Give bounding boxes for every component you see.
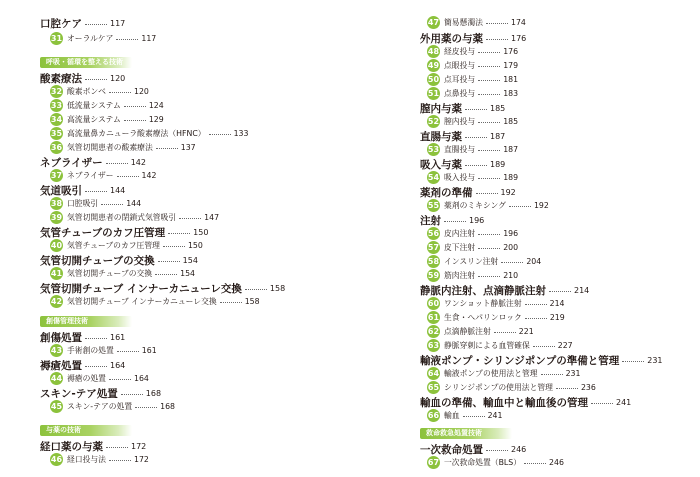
page-number: 161	[110, 333, 126, 342]
toc-item-entry[interactable]	[427, 339, 573, 352]
dot-leader	[463, 416, 485, 417]
item-number-badge: 58	[427, 257, 440, 266]
entry-title: 気管切開チューブの交換	[67, 269, 153, 278]
dot-leader	[106, 447, 128, 448]
dot-leader	[156, 148, 178, 149]
toc-chapter-entry[interactable]	[40, 281, 285, 296]
toc-item-entry[interactable]	[427, 143, 518, 156]
item-number-badge: 50	[427, 75, 440, 84]
entry-title: 気管切開患者の閉鎖式気管吸引	[67, 213, 177, 222]
toc-chapter-entry[interactable]	[40, 439, 146, 454]
entry-title: 経口投与法	[67, 455, 106, 464]
entry-title: インスリン注射	[444, 257, 499, 266]
page-number: 144	[110, 186, 126, 195]
toc-item-entry[interactable]	[427, 311, 565, 324]
entry-title: 酸素ボンベ	[67, 87, 106, 96]
entry-title: 静脈穿刺による血管確保	[444, 341, 530, 350]
dot-leader	[524, 463, 546, 464]
entry-title: 薬剤の準備	[420, 187, 473, 199]
dot-leader	[533, 346, 555, 347]
toc-chapter-entry[interactable]	[40, 71, 125, 86]
item-number-badge: 49	[427, 61, 440, 70]
toc-item-entry[interactable]	[427, 115, 518, 128]
page-number: 133	[233, 129, 249, 138]
dot-leader	[478, 248, 500, 249]
item-number-badge: 43	[50, 346, 63, 355]
dot-leader	[478, 276, 500, 277]
page-number: 241	[616, 398, 632, 407]
entry-title: 高流量鼻カニューラ酸素療法（HFNC）	[67, 129, 206, 138]
entry-title: 注射	[420, 215, 441, 227]
toc-item-entry[interactable]	[50, 267, 195, 280]
entry-title: 輸液ポンプの使用法と管理	[444, 369, 538, 378]
item-number-badge: 34	[50, 115, 63, 124]
page-number: 158	[244, 297, 260, 306]
dot-leader	[478, 94, 500, 95]
page-number: 154	[182, 256, 198, 265]
item-number-badge: 36	[50, 143, 63, 152]
dot-leader	[478, 66, 500, 67]
entry-title: 気道吸引	[40, 185, 82, 197]
entry-title: 生食・ヘパリンロック	[444, 313, 522, 322]
toc-item-entry[interactable]	[427, 199, 549, 212]
dot-leader	[622, 361, 644, 362]
item-number-badge: 40	[50, 241, 63, 250]
entry-title: 膣内与薬	[420, 103, 462, 115]
item-number-badge: 67	[427, 458, 440, 467]
item-number-badge: 46	[50, 455, 63, 464]
toc-chapter-entry[interactable]	[420, 185, 516, 200]
toc-item-entry[interactable]	[427, 297, 565, 310]
page-number: 179	[503, 61, 519, 70]
dot-leader	[549, 291, 571, 292]
dot-leader	[117, 351, 139, 352]
page-number: 168	[145, 389, 162, 398]
toc-item-entry[interactable]	[427, 16, 526, 29]
section-heading: 与薬の技術	[40, 425, 132, 436]
toc-item-entry[interactable]	[50, 239, 203, 252]
toc-item-entry[interactable]	[427, 45, 518, 58]
toc-item-entry[interactable]	[427, 171, 518, 184]
dot-leader	[486, 23, 508, 24]
toc-chapter-entry[interactable]	[420, 101, 505, 116]
page-number: 144	[126, 199, 142, 208]
dot-leader	[465, 109, 487, 110]
dot-leader	[109, 460, 131, 461]
toc-chapter-entry[interactable]	[420, 283, 589, 298]
toc-chapter-entry[interactable]	[420, 442, 526, 457]
item-number-badge: 31	[50, 34, 63, 43]
page-number: 231	[565, 369, 581, 378]
item-number-badge: 44	[50, 374, 63, 383]
toc-chapter-entry[interactable]	[420, 213, 484, 228]
entry-title: ネブライザー	[67, 171, 114, 180]
dot-leader	[124, 120, 146, 121]
entry-title: 吸入与薬	[420, 159, 462, 171]
dot-leader	[465, 165, 487, 166]
page-number: 120	[110, 74, 126, 83]
entry-title: 気管切開チューブ インナーカニューレ交換	[67, 297, 217, 306]
entry-title: 外用薬の与薬	[420, 33, 483, 45]
page-number: 192	[500, 188, 516, 197]
page-number: 150	[187, 241, 203, 250]
entry-title: 輸血	[444, 411, 460, 420]
page-number: 164	[110, 361, 126, 370]
dot-leader	[163, 246, 185, 247]
toc-item-entry[interactable]	[50, 169, 156, 182]
toc-item-entry[interactable]	[427, 269, 518, 282]
dot-leader	[478, 80, 500, 81]
page-number: 241	[487, 411, 503, 420]
dot-leader	[509, 206, 531, 207]
entry-title: 経口薬の与薬	[40, 441, 103, 453]
page-number: 142	[141, 171, 157, 180]
entry-title: 膣内投与	[444, 117, 476, 126]
entry-title: 皮内注射	[444, 229, 476, 238]
page-number: 185	[490, 104, 506, 113]
toc-item-entry[interactable]	[50, 453, 149, 466]
toc-chapter-entry[interactable]	[40, 183, 125, 198]
item-number-badge: 35	[50, 129, 63, 138]
entry-title: 静脈内注射、点滴静脈注射	[420, 285, 546, 297]
entry-title: 点滴静脈注射	[444, 327, 491, 336]
page-number: 172	[133, 455, 149, 464]
entry-title: 筋肉注射	[444, 271, 476, 280]
page-number: 204	[526, 257, 542, 266]
page-number: 231	[647, 356, 663, 365]
entry-title: スキン-テア処置	[40, 388, 118, 400]
dot-leader	[85, 366, 107, 367]
page-number: 187	[503, 145, 519, 154]
page-number: 214	[574, 286, 590, 295]
page-number: 214	[549, 299, 565, 308]
dot-leader	[478, 122, 500, 123]
page-number: 147	[204, 213, 220, 222]
page-number: 137	[180, 143, 196, 152]
entry-title: 口腔吸引	[67, 199, 99, 208]
dot-leader	[478, 234, 500, 235]
toc-item-entry[interactable]	[427, 255, 541, 268]
item-number-badge: 38	[50, 199, 63, 208]
page-number: 200	[503, 243, 519, 252]
toc-item-entry[interactable]	[50, 197, 141, 210]
item-number-badge: 61	[427, 313, 440, 322]
item-number-badge: 37	[50, 171, 63, 180]
dot-leader	[168, 233, 190, 234]
page-number: 246	[549, 458, 564, 467]
page-number: 124	[148, 101, 164, 110]
dot-leader	[541, 374, 563, 375]
page-number: 189	[490, 160, 506, 169]
item-number-badge: 54	[427, 173, 440, 182]
item-number-badge: 51	[427, 89, 440, 98]
entry-title: 褥瘡処置	[40, 360, 82, 372]
dot-leader	[101, 204, 123, 205]
item-number-badge: 65	[427, 383, 440, 392]
toc-item-entry[interactable]	[427, 367, 580, 380]
entry-title: 経皮投与	[444, 47, 476, 56]
toc-chapter-entry[interactable]	[40, 155, 146, 170]
entry-title: 吸入投与	[444, 173, 476, 182]
item-number-badge: 64	[427, 369, 440, 378]
dot-leader	[245, 289, 267, 290]
page-number: 236	[580, 383, 596, 392]
dot-leader	[209, 134, 231, 135]
dot-leader	[155, 274, 177, 275]
toc-item-entry[interactable]	[427, 456, 564, 469]
entry-title: 簡易懸濁法	[444, 18, 483, 27]
entry-title: 点耳投与	[444, 75, 476, 84]
entry-title: 酸素療法	[40, 73, 82, 85]
item-number-badge: 41	[50, 269, 63, 278]
section-heading: 創傷管理技術	[40, 316, 132, 327]
entry-title: 点眼投与	[444, 61, 476, 70]
dot-leader	[220, 302, 242, 303]
item-number-badge: 56	[427, 229, 440, 238]
page-number: 221	[518, 327, 534, 336]
entry-title: スキン-テアの処置	[67, 402, 133, 411]
toc-item-entry[interactable]	[50, 127, 248, 140]
toc-item-entry[interactable]	[427, 241, 518, 254]
item-number-badge: 45	[50, 402, 63, 411]
page-number: 192	[533, 201, 549, 210]
item-number-badge: 66	[427, 411, 440, 420]
dot-leader	[478, 52, 500, 53]
dot-leader	[117, 176, 139, 177]
dot-leader	[591, 403, 613, 404]
dot-leader	[106, 163, 128, 164]
dot-leader	[135, 407, 157, 408]
dot-leader	[116, 39, 138, 40]
dot-leader	[556, 388, 578, 389]
dot-leader	[478, 150, 500, 151]
page-number: 129	[148, 115, 164, 124]
toc-chapter-entry[interactable]	[40, 330, 125, 345]
entry-title: 皮下注射	[444, 243, 476, 252]
entry-title: 褥瘡の処置	[67, 374, 106, 383]
page-number: 176	[503, 47, 519, 56]
entry-title: 一次救命処置（BLS）	[444, 458, 522, 467]
toc-item-entry[interactable]	[427, 59, 518, 72]
item-number-badge: 48	[427, 47, 440, 56]
toc-item-entry[interactable]	[50, 344, 157, 357]
page-number: 142	[130, 158, 146, 167]
item-number-badge: 42	[50, 297, 63, 306]
toc-chapter-entry[interactable]	[420, 31, 526, 46]
right-page	[350, 0, 700, 477]
toc-item-entry[interactable]	[50, 141, 196, 154]
dot-leader	[525, 304, 547, 305]
page-number: 189	[503, 173, 519, 182]
dot-leader	[501, 262, 523, 263]
dot-leader	[486, 39, 508, 40]
entry-title: オーラルケア	[67, 34, 114, 43]
dot-leader	[109, 92, 131, 93]
dot-leader	[444, 221, 466, 222]
dot-leader	[478, 178, 500, 179]
entry-title: 一次救命処置	[420, 444, 483, 456]
page-number: 158	[269, 284, 286, 293]
entry-title: ネブライザー	[40, 157, 103, 169]
page-number: 183	[503, 89, 519, 98]
page-number: 168	[160, 402, 176, 411]
entry-title: 直腸与薬	[420, 131, 462, 143]
entry-title: 口腔ケア	[40, 18, 82, 30]
page-number: 246	[511, 445, 527, 454]
entry-title: 気管切開患者の酸素療法	[67, 143, 153, 152]
toc-item-entry[interactable]	[50, 85, 149, 98]
dot-leader	[179, 218, 201, 219]
toc-item-entry[interactable]	[427, 325, 534, 338]
dot-leader	[121, 394, 143, 395]
entry-title: 気管チューブのカフ圧管理	[67, 241, 160, 250]
page-number: 120	[133, 87, 149, 96]
item-number-badge: 32	[50, 87, 63, 96]
page-number: 219	[549, 313, 565, 322]
section-heading: 救命救急処置技術	[420, 428, 512, 439]
entry-title: 気管切開チューブの交換	[40, 255, 155, 267]
toc-item-entry[interactable]	[50, 211, 219, 224]
item-number-badge: 62	[427, 327, 440, 336]
page-number: 185	[503, 117, 519, 126]
page-number: 174	[510, 18, 526, 27]
dot-leader	[465, 137, 487, 138]
entry-title: 気管チューブのカフ圧管理	[40, 227, 166, 239]
toc-chapter-entry[interactable]	[420, 129, 505, 144]
item-number-badge: 60	[427, 299, 440, 308]
entry-title: 輸液ポンプ・シリンジポンプの準備と管理	[420, 355, 620, 367]
toc-item-entry[interactable]	[50, 99, 164, 112]
toc-chapter-entry[interactable]	[420, 353, 663, 368]
dot-leader	[486, 450, 508, 451]
item-number-badge: 33	[50, 101, 63, 110]
toc-item-entry[interactable]	[50, 400, 175, 413]
page-number: 196	[503, 229, 519, 238]
entry-title: 点鼻投与	[444, 89, 476, 98]
toc-item-entry[interactable]	[427, 87, 518, 100]
item-number-badge: 47	[427, 18, 440, 27]
toc-chapter-entry[interactable]	[40, 386, 161, 401]
page-number: 172	[131, 442, 147, 451]
item-number-badge: 39	[50, 213, 63, 222]
entry-title: 手術創の処置	[67, 346, 114, 355]
item-number-badge: 55	[427, 201, 440, 210]
page-number: 154	[180, 269, 196, 278]
page-number: 117	[110, 19, 126, 28]
entry-title: シリンジポンプの使用法と管理	[444, 383, 553, 392]
page-number: 181	[503, 75, 519, 84]
toc-item-entry[interactable]	[427, 73, 518, 86]
page-number: 227	[557, 341, 573, 350]
toc-item-entry[interactable]	[50, 113, 164, 126]
entry-title: 気管切開チューブ インナーカニューレ交換	[40, 283, 242, 295]
item-number-badge: 53	[427, 145, 440, 154]
toc-item-entry[interactable]	[427, 227, 518, 240]
toc-item-entry[interactable]	[50, 372, 149, 385]
dot-leader	[494, 332, 516, 333]
toc-chapter-entry[interactable]	[40, 225, 208, 240]
page-number: 210	[503, 271, 519, 280]
dot-leader	[158, 261, 180, 262]
dot-leader	[85, 24, 107, 25]
item-number-badge: 59	[427, 271, 440, 280]
toc-item-entry[interactable]	[50, 32, 156, 45]
page-number: 150	[193, 228, 209, 237]
toc-chapter-entry[interactable]	[40, 253, 198, 268]
page-number: 164	[133, 374, 149, 383]
entry-title: 低流量システム	[67, 101, 121, 110]
dot-leader	[124, 106, 146, 107]
toc-item-entry[interactable]	[427, 381, 596, 394]
dot-leader	[85, 191, 107, 192]
section-heading: 呼吸・循環を整える技術	[40, 57, 132, 68]
entry-title: ワンショット静脈注射	[444, 299, 522, 308]
toc-chapter-entry[interactable]	[420, 395, 631, 410]
dot-leader	[109, 379, 131, 380]
toc-chapter-entry[interactable]	[40, 358, 125, 373]
item-number-badge: 57	[427, 243, 440, 252]
toc-chapter-entry[interactable]	[420, 157, 505, 172]
toc-item-entry[interactable]	[50, 295, 260, 308]
page-number: 117	[141, 34, 157, 43]
entry-title: 直腸投与	[444, 145, 476, 154]
toc-item-entry[interactable]	[427, 409, 502, 422]
dot-leader	[85, 79, 107, 80]
page-number: 196	[469, 216, 485, 225]
entry-title: 輸血の準備、輸血中と輸血後の管理	[420, 397, 588, 409]
page-number: 161	[141, 346, 157, 355]
dot-leader	[85, 338, 107, 339]
dot-leader	[476, 193, 498, 194]
page-number: 176	[511, 34, 527, 43]
toc-chapter-entry[interactable]	[40, 16, 125, 31]
dot-leader	[525, 318, 547, 319]
entry-title: 創傷処置	[40, 332, 82, 344]
entry-title: 薬剤のミキシング	[444, 201, 506, 210]
entry-title: 高流量システム	[67, 115, 121, 124]
item-number-badge: 52	[427, 117, 440, 126]
item-number-badge: 63	[427, 341, 440, 350]
page-number: 187	[490, 132, 506, 141]
